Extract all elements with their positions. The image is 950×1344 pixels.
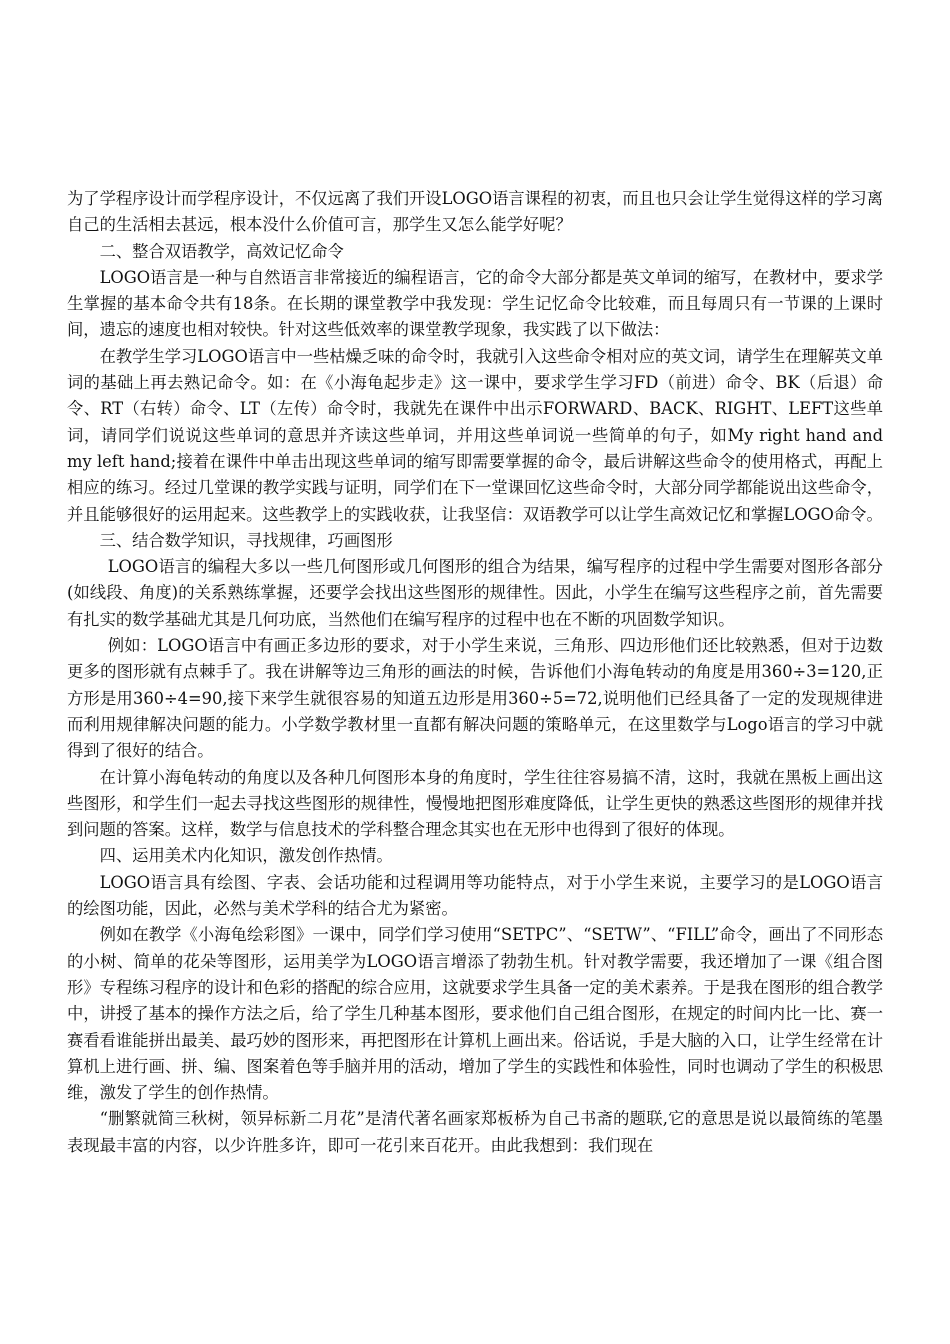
paragraph-english-words: 在教学生学习LOGO语言中一些枯燥乏味的命令时，我就引入这些命令相对应的英文词，请学生在理解英文单词的基础上再去熟记命令。如：在《小海龟起步走》这一课中，要求学生学习FD（前进）命令、BK（后退）命令、RT（右转）命令、LT（左传）命令时，我就先在课件中出示FORWARD、BACK、RIGHT、LEFT这些单词，请同学们说说这些单词的意思并齐读这些单词，并用这些单词说一些简单的句子，如My right hand and my left hand;接着在课件中单击出现这些单词的缩写即需要掌握的命令，最后讲解这些命令的使用格式，再配上相应的练习。经过几堂课的教学实践与证明，同学们在下一堂课回忆这些命令时，大部分同学都能说出这些命令，并且能够很好的运用起来。这些教学上的实践收获，让我坚信：双语教学可以让学生高效记忆和掌握LOGO命令。 [67, 346, 883, 524]
paragraph-polygon-example: 例如：LOGO语言中有画正多边形的要求，对于小学生来说，三角形、四边形他们还比较熟悉，但对于边数更多的图形就有点棘手了。我在讲解等边三角形的画法的时候，告诉他们小海龟转动的角度是用360÷3=120,正方形是用360÷4=90,接下来学生就很容易的知道五边形是用360÷5=72,说明他们已经具备了一定的发现规律进而利用规律解决问题的能力。小学数学教材里一直都有解决问题的策略单元，在这里数学与Logo语言的学习中就得到了很好的结合。 [67, 636, 883, 761]
paragraph-geometry: LOGO语言的编程大多以一些几何图形或几何图形的组合为结果，编写程序的过程中学生需要对图形各部分(如线段、角度)的关系熟练掌握，还要学会找出这些图形的规律性。因此，小学生在编写这些程序之前，首先需要有扎实的数学基础尤其是几何功底，当然他们在编写程序的过程中也在不断的巩固数学知识。 [67, 557, 883, 629]
paragraph-logo-commands: LOGO语言是一种与自然语言非常接近的编程语言，它的命令大部分都是英文单词的缩写，在教材中，要求学生掌握的基本命令共有18条。在长期的课堂教学中我发现：学生记忆命令比较难，而且每周只有一节课的上课时间，遗忘的速度也相对较快。针对这些低效率的课堂教学现象，我实践了以下做法： [67, 267, 883, 340]
section-heading-art: 四、运用美术内化知识，激发创作热情。 [99, 846, 393, 866]
paragraph-zheng-banqiao: “删繁就简三秋树，领异标新二月花”是清代著名画家郑板桥为自己书斋的题联,它的意思是说以最简练的笔墨表现最丰富的内容，以少许胜多许，即可一花引来百花开。由此我想到：我们现在 [67, 1109, 883, 1155]
document-page [67, 186, 883, 1159]
section-heading-math: 三、结合数学知识，寻找规律，巧画图形 [99, 530, 393, 550]
paragraph-color-drawing: 例如在教学《小海龟绘彩图》一课中，同学们学习使用“SETPC”、“SETW”、“FILL”命令，画出了不同形态的小树、简单的花朵等图形，运用美学为LOGO语言增添了勃勃生机。针对教学需要，我还增加了一课《组合图形》专程练习程序的设计和色彩的搭配的综合应用，这就要求学生具备一定的美术素养。于是我在图形的组合教学中，讲授了基本的操作方法之后，给了学生几种基本图形，要求他们自己组合图形，在规定的时间内比一比、赛一赛看看谁能拼出最美、最巧妙的图形来，再把图形在计算机上画出来。俗话说，手是大脑的入口，让学生经常在计算机上进行画、拼、编、图案着色等手脑并用的活动，增加了学生的实践性和体验性，同时也调动了学生的积极思维，激发了学生的创作热情。 [67, 925, 883, 1103]
paragraph-turtle-angles: 在计算小海龟转动的角度以及各种几何图形本身的角度时，学生往往容易搞不清，这时，我就在黑板上画出这些图形，和学生们一起去寻找这些图形的规律性，慢慢地把图形难度降低，让学生更快的熟悉这些图形的规律并找到问题的答案。这样，数学与信息技术的学科整合理念其实也在无形中也得到了很好的体现。 [67, 767, 883, 840]
paragraph-intro-continuation: 为了学程序设计而学程序设计，不仅远离了我们开设LOGO语言课程的初衷，而且也只会让学生觉得这样的学习离自己的生活相去甚远，根本没什么价值可言，那学生又怎么能学好呢？ [67, 189, 883, 235]
section-heading-bilingual: 二、整合双语教学，高效记忆命令 [99, 241, 344, 261]
paragraph-drawing-function: LOGO语言具有绘图、字表、会话功能和过程调用等功能特点，对于小学生来说，主要学习的是LOGO语言的绘图功能，因此，必然与美术学科的结合尤为紧密。 [67, 872, 883, 919]
